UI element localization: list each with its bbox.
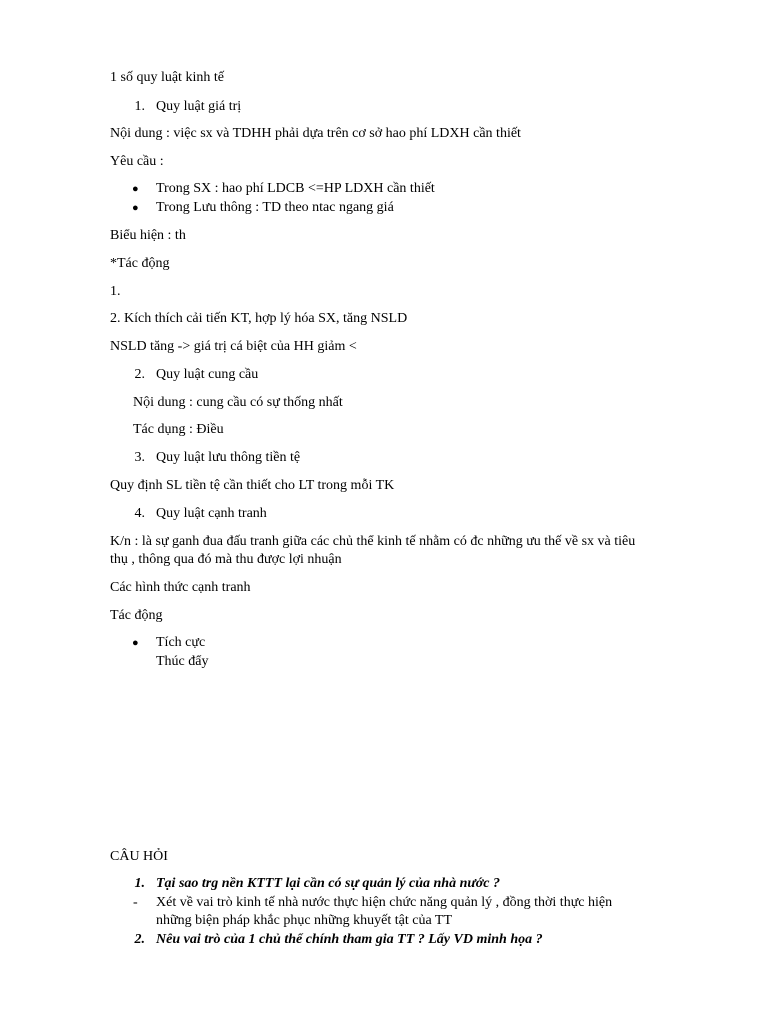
section-heading: Quy luật giá trị bbox=[156, 99, 242, 114]
bullet-icon: ● bbox=[132, 637, 139, 649]
list-item: Trong Lưu thông : TD theo ntac ngang giá bbox=[156, 200, 394, 215]
paragraph: Biểu hiện : th bbox=[110, 228, 186, 243]
question-text: Nêu vai trò của 1 chủ thể chính tham gia TT ? Lấy VD minh họa ? bbox=[156, 932, 543, 947]
section-number: 4. bbox=[134, 506, 145, 521]
paragraph: Các hình thức cạnh tranh bbox=[110, 580, 251, 595]
questions-heading: CÂU HỎI bbox=[110, 849, 168, 864]
dash-marker: - bbox=[133, 895, 138, 910]
section-heading: Quy luật lưu thông tiền tệ bbox=[156, 450, 301, 465]
list-item: Tích cực bbox=[156, 635, 206, 650]
section-number: 2. bbox=[134, 367, 145, 382]
doc-title: 1 số quy luật kinh tế bbox=[110, 70, 224, 85]
answer-line: Xét về vai trò kinh tế nhà nước thực hiện chức năng quản lý , đồng thời thực hiện bbox=[156, 895, 613, 910]
paragraph: NSLD tăng -> giá trị cá biệt của HH giảm < bbox=[110, 339, 357, 354]
paragraph-line: K/n : là sự ganh đua đấu tranh giữa các chủ thể kinh tế nhằm có đc những ưu thế về sx và tiêu bbox=[110, 534, 636, 549]
paragraph: Yêu cầu : bbox=[110, 154, 164, 169]
paragraph-line: thụ , thông qua đó mà thu được lợi nhuận bbox=[110, 552, 342, 567]
question-text: Tại sao trg nền KTTT lại cần có sự quản lý của nhà nước ? bbox=[156, 876, 500, 891]
paragraph: Nội dung : cung cầu có sự thống nhất bbox=[133, 395, 343, 410]
paragraph: *Tác động bbox=[110, 256, 170, 271]
paragraph: Quy định SL tiền tệ cần thiết cho LT trong mỗi TK bbox=[110, 478, 395, 493]
bullet-icon: ● bbox=[132, 202, 139, 214]
paragraph: 2. Kích thích cải tiến KT, hợp lý hóa SX, tăng NSLD bbox=[110, 311, 408, 326]
list-item-continuation: Thúc đẩy bbox=[156, 654, 209, 669]
paragraph: 1. bbox=[110, 284, 121, 299]
question-number: 2. bbox=[134, 932, 145, 947]
answer-line: những biện pháp khắc phục những khuyết tật của TT bbox=[156, 913, 453, 928]
section-number: 1. bbox=[134, 99, 145, 114]
paragraph: Tác động bbox=[110, 608, 163, 623]
section-heading: Quy luật cạnh tranh bbox=[156, 506, 267, 521]
section-heading: Quy luật cung cầu bbox=[156, 367, 259, 382]
paragraph: Nội dung : việc sx và TDHH phải dựa trên cơ sở hao phí LDXH cần thiết bbox=[110, 126, 521, 141]
section-number: 3. bbox=[134, 450, 145, 465]
question-number: 1. bbox=[134, 876, 145, 891]
list-item: Trong SX : hao phí LDCB <=HP LDXH cần thiết bbox=[156, 181, 435, 196]
bullet-icon: ● bbox=[132, 183, 139, 195]
paragraph: Tác dụng : Điều bbox=[133, 422, 224, 437]
